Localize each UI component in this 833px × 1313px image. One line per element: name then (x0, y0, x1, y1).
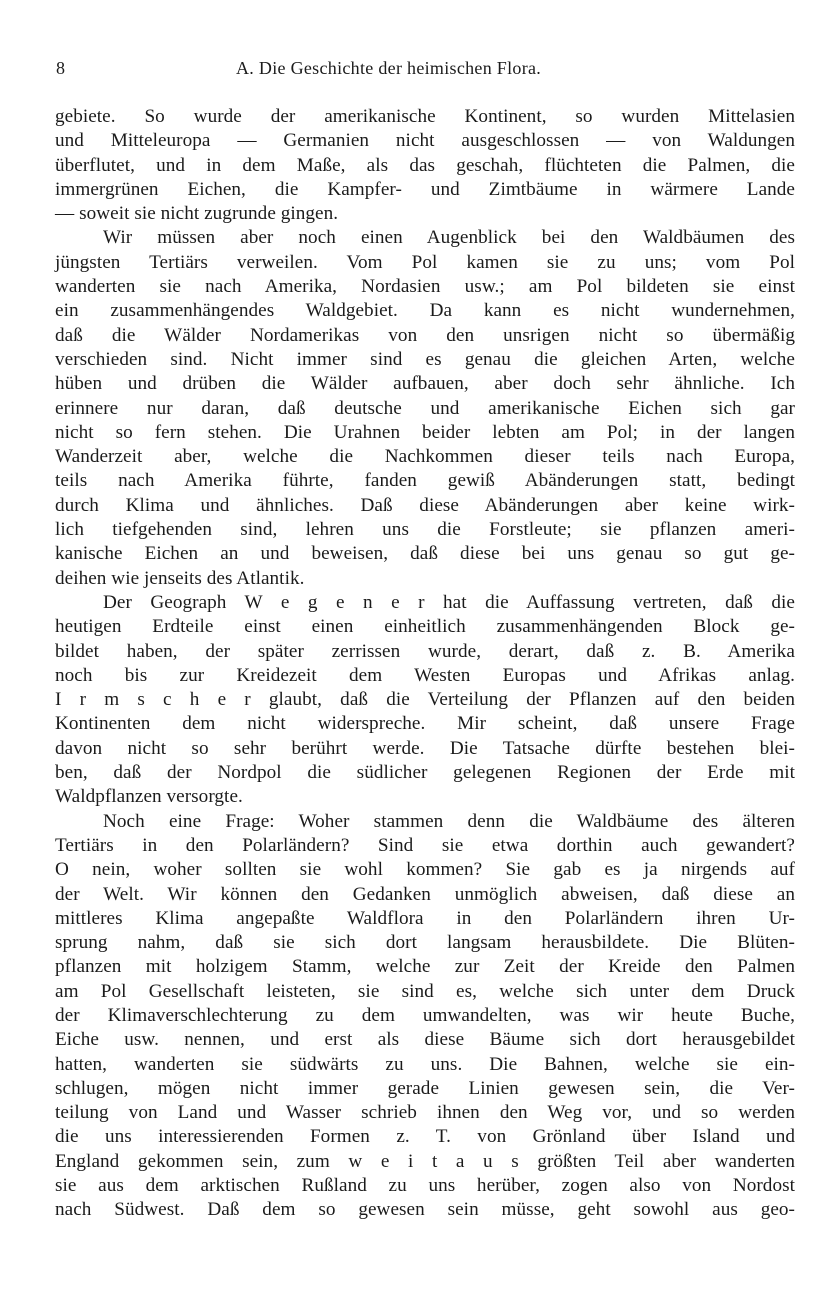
text-line: lich tiefgehenden sind, lehren uns die Forstleute; sie pflanzen ameri- (55, 519, 795, 541)
text-line: der Klimaverschlechterung zu dem umwandelten, was wir heute Buche, (55, 1004, 795, 1026)
text-line: heutigen Erdteile einst einen einheitlich zusammenhängenden Block ge- (55, 616, 795, 638)
text-line: ben, daß der Nordpol die südlicher gelegenen Regionen der Erde mit (55, 762, 795, 784)
text-line: O nein, woher sollten sie wohl kommen? Sie gab es ja nirgends auf (55, 859, 795, 881)
text-line: und Mitteleuropa — Germanien nicht ausgeschlossen — von Waldungen (55, 130, 795, 152)
text-line: pflanzen mit holzigem Stamm, welche zur Zeit der Kreide den Palmen (55, 956, 795, 978)
body-text (55, 105, 795, 1223)
text-line: am Pol Gesellschaft leisteten, sie sind es, welche sich unter dem Druck (55, 980, 795, 1002)
text-line: sprung nahm, daß sie sich dort langsam herausbildete. Die Blüten- (55, 932, 795, 954)
text-line: verschieden sind. Nicht immer sind es genau die gleichen Arten, welche (55, 348, 795, 370)
text-line: wanderten sie nach Amerika, Nordasien usw.; am Pol bildeten sie einst (55, 276, 795, 298)
text-line: nicht so fern stehen. Die Urahnen beider lebten am Pol; in der langen (55, 421, 795, 443)
text-line: deihen wie jenseits des Atlantik. (55, 567, 305, 589)
text-line: Wir müssen aber noch einen Augenblick bei den Waldbäumen des (103, 227, 795, 249)
text-line: immergrünen Eichen, die Kampfer- und Zimtbäume in wärmere Lande (55, 178, 795, 200)
text-line: Waldpflanzen versorgte. (55, 786, 243, 808)
text-line: davon nicht so sehr berührt werde. Die Tatsache dürfte bestehen blei- (55, 737, 795, 759)
text-line: bildet haben, der später zerrissen wurde, derart, daß z. B. Amerika (55, 640, 795, 662)
text-line: der Welt. Wir können den Gedanken unmöglich abweisen, daß diese an (55, 883, 795, 905)
page-number: 8 (56, 58, 66, 78)
text-line: gebiete. So wurde der amerikanische Kontinent, so wurden Mittelasien (55, 106, 795, 127)
text-line: Tertiärs in den Polarländern? Sind sie etwa dorthin auch gewandert? (55, 834, 795, 856)
text-line: durch Klima und ähnliches. Daß diese Abänderungen aber keine wirk- (55, 494, 795, 516)
text-line: die uns interessierenden Formen z. T. von Grönland über Island und (55, 1126, 795, 1148)
text-line: Der Geograph W e g e n e r hat die Auffassung vertreten, daß die (103, 591, 795, 613)
text-line: England gekommen sein, zum w e i t a u s größten Teil aber wanderten (55, 1150, 795, 1172)
text-line: jüngsten Tertiärs verweilen. Vom Pol kamen sie zu uns; vom Pol (55, 251, 795, 273)
text-line: hüben und drüben die Wälder aufbauen, aber doch sehr ähnliche. Ich (55, 373, 795, 395)
text-line: Noch eine Frage: Woher stammen denn die Waldbäume des älteren (103, 810, 795, 832)
text-line: Kontinenten dem nicht widerspreche. Mir scheint, daß unsere Frage (55, 713, 795, 735)
text-line: nach Südwest. Daß dem so gewesen sein müsse, geht sowohl aus geo- (55, 1199, 795, 1221)
text-line: schlugen, mögen nicht immer gerade Linien gewesen sein, die Ver- (55, 1077, 795, 1099)
text-line: Eiche usw. nennen, und erst als diese Bäume sich dort herausgebildet (55, 1029, 795, 1051)
text-line: — soweit sie nicht zugrunde gingen. (55, 203, 339, 225)
text-line: teils nach Amerika führte, fanden gewiß Abänderungen statt, bedingt (55, 470, 795, 492)
running-head (0, 58, 833, 84)
text-line: kanische Eichen an und beweisen, daß diese bei uns genau so gut ge- (55, 543, 795, 565)
text-line: noch bis zur Kreidezeit dem Westen Europas und Afrikas anlag. (55, 664, 795, 686)
text-line: Wanderzeit aber, welche die Nachkommen dieser teils nach Europa, (55, 446, 795, 468)
text-line: überflutet, und in dem Maße, als das geschah, flüchteten die Palmen, die (55, 154, 795, 176)
text-line: sie aus dem arktischen Rußland zu uns herüber, zogen also von Nordost (55, 1175, 795, 1197)
text-line: I r m s c h e r glaubt, daß die Verteilung der Pflanzen auf den beiden (55, 689, 795, 711)
text-line: erinnere nur daran, daß deutsche und amerikanische Eichen sich gar (55, 397, 795, 419)
text-line: teilung von Land und Wasser schrieb ihnen den Weg vor, und so werden (55, 1102, 795, 1124)
running-head-title: A. Die Geschichte der heimischen Flora. (236, 58, 542, 78)
text-line: daß die Wälder Nordamerikas von den unsrigen nicht so übermäßig (55, 324, 795, 346)
text-line: ein zusammenhängendes Waldgebiet. Da kann es nicht wundernehmen, (55, 300, 795, 322)
text-line: hatten, wanderten sie südwärts zu uns. Die Bahnen, welche sie ein- (55, 1053, 795, 1075)
text-line: mittleres Klima angepaßte Waldflora in den Polarländern ihren Ur- (55, 907, 795, 929)
